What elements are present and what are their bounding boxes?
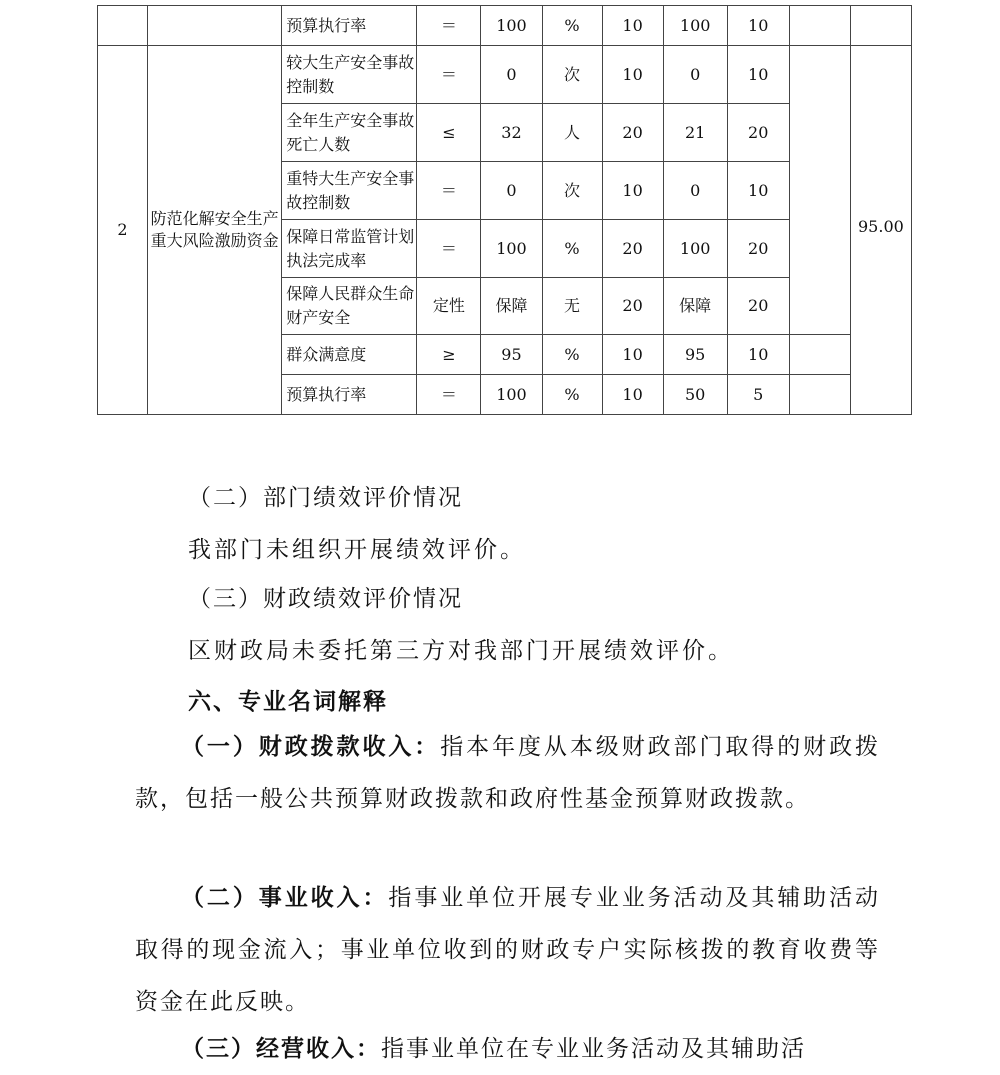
weight-cell: 10	[602, 375, 663, 415]
weight-cell: 10	[602, 162, 663, 220]
weight-cell: 20	[602, 220, 663, 278]
symbol-cell: ≥	[417, 335, 481, 375]
actual-cell: 0	[663, 162, 727, 220]
actual-cell: 0	[663, 46, 727, 104]
score-cell: 5	[727, 375, 789, 415]
term-label: （一）财政拨款收入：	[181, 734, 441, 760]
score-cell: 20	[727, 220, 789, 278]
actual-cell: 100	[663, 6, 727, 46]
indicator-cell: 重特大生产安全事故控制数	[282, 162, 417, 220]
indicator-cell: 群众满意度	[282, 335, 417, 375]
unit-cell: %	[542, 6, 602, 46]
score-cell: 10	[727, 6, 789, 46]
dept-eval-text: 我部门未组织开展绩效评价。	[188, 537, 526, 563]
indicator-cell: 保障人民群众生命财产安全	[282, 278, 417, 335]
score-cell: 10	[727, 46, 789, 104]
target-cell: 0	[481, 46, 542, 104]
blank-cell	[789, 46, 850, 335]
target-cell: 100	[481, 6, 542, 46]
symbol-cell: ＝	[417, 6, 481, 46]
actual-cell: 95	[663, 335, 727, 375]
actual-cell: 21	[663, 104, 727, 162]
term-label: （二）事业收入：	[181, 885, 389, 911]
term-paragraph	[135, 1023, 880, 1075]
score-cell: 10	[727, 335, 789, 375]
score-cell: 20	[727, 278, 789, 335]
fin-eval-text: 区财政局未委托第三方对我部门开展绩效评价。	[188, 638, 734, 664]
weight-cell: 10	[602, 335, 663, 375]
score-cell: 10	[727, 162, 789, 220]
indicator-cell: 预算执行率	[282, 375, 417, 415]
blank-cell	[789, 6, 850, 46]
symbol-cell: ＝	[417, 162, 481, 220]
actual-cell: 100	[663, 220, 727, 278]
symbol-cell: ＝	[417, 220, 481, 278]
symbol-cell: 定性	[417, 278, 481, 335]
table-row	[98, 46, 912, 104]
term-paragraph	[135, 872, 880, 1028]
unit-cell: 人	[542, 104, 602, 162]
weight-cell: 20	[602, 104, 663, 162]
indicator-cell: 保障日常监管计划执法完成率	[282, 220, 417, 278]
weight-cell: 10	[602, 6, 663, 46]
unit-cell: 次	[542, 46, 602, 104]
symbol-cell: ＝	[417, 375, 481, 415]
blank-cell	[789, 335, 850, 375]
unit-cell: 次	[542, 162, 602, 220]
weight-cell: 20	[602, 278, 663, 335]
blank-cell	[789, 375, 850, 415]
project-name-cell	[148, 6, 282, 46]
unit-cell: %	[542, 335, 602, 375]
total-cell	[850, 6, 911, 46]
indicator-cell: 全年生产安全事故死亡人数	[282, 104, 417, 162]
symbol-cell: ≤	[417, 104, 481, 162]
indicator-cell: 较大生产安全事故控制数	[282, 46, 417, 104]
target-cell: 保障	[481, 278, 542, 335]
symbol-cell: ＝	[417, 46, 481, 104]
table-row	[98, 6, 912, 46]
target-cell: 95	[481, 335, 542, 375]
term-text: 指本年度从本级财政部门取得的财政拨款，包括一般公共预算财政拨款和政府性基金预算财政拨款。	[135, 734, 881, 812]
term-paragraph	[135, 721, 880, 825]
term-text: 指事业单位开展专业业务活动及其辅助活动取得的现金流入；事业单位收到的财政专户实际核拨的教育收费等资金在此反映。	[135, 885, 881, 1015]
term-text: 指事业单位在专业业务活动及其辅助活	[381, 1036, 806, 1062]
unit-cell: %	[542, 220, 602, 278]
performance-table	[97, 5, 912, 415]
glossary-heading: 六、专业名词解释	[188, 689, 388, 715]
actual-cell: 50	[663, 375, 727, 415]
seq-cell	[98, 6, 148, 46]
project-total-cell: 95.00	[850, 46, 911, 415]
score-cell: 20	[727, 104, 789, 162]
target-cell: 100	[481, 220, 542, 278]
section-heading-dept-eval: （二）部门绩效评价情况	[188, 485, 463, 511]
weight-cell: 10	[602, 46, 663, 104]
target-cell: 100	[481, 375, 542, 415]
project-name-cell: 防范化解安全生产重大风险激励资金	[148, 46, 282, 415]
unit-cell: 无	[542, 278, 602, 335]
section-heading-fin-eval: （三）财政绩效评价情况	[188, 586, 463, 612]
target-cell: 32	[481, 104, 542, 162]
indicator-cell: 预算执行率	[282, 6, 417, 46]
unit-cell: %	[542, 375, 602, 415]
actual-cell: 保障	[663, 278, 727, 335]
target-cell: 0	[481, 162, 542, 220]
project-seq-cell: 2	[98, 46, 148, 415]
term-label: （三）经营收入：	[181, 1036, 381, 1062]
